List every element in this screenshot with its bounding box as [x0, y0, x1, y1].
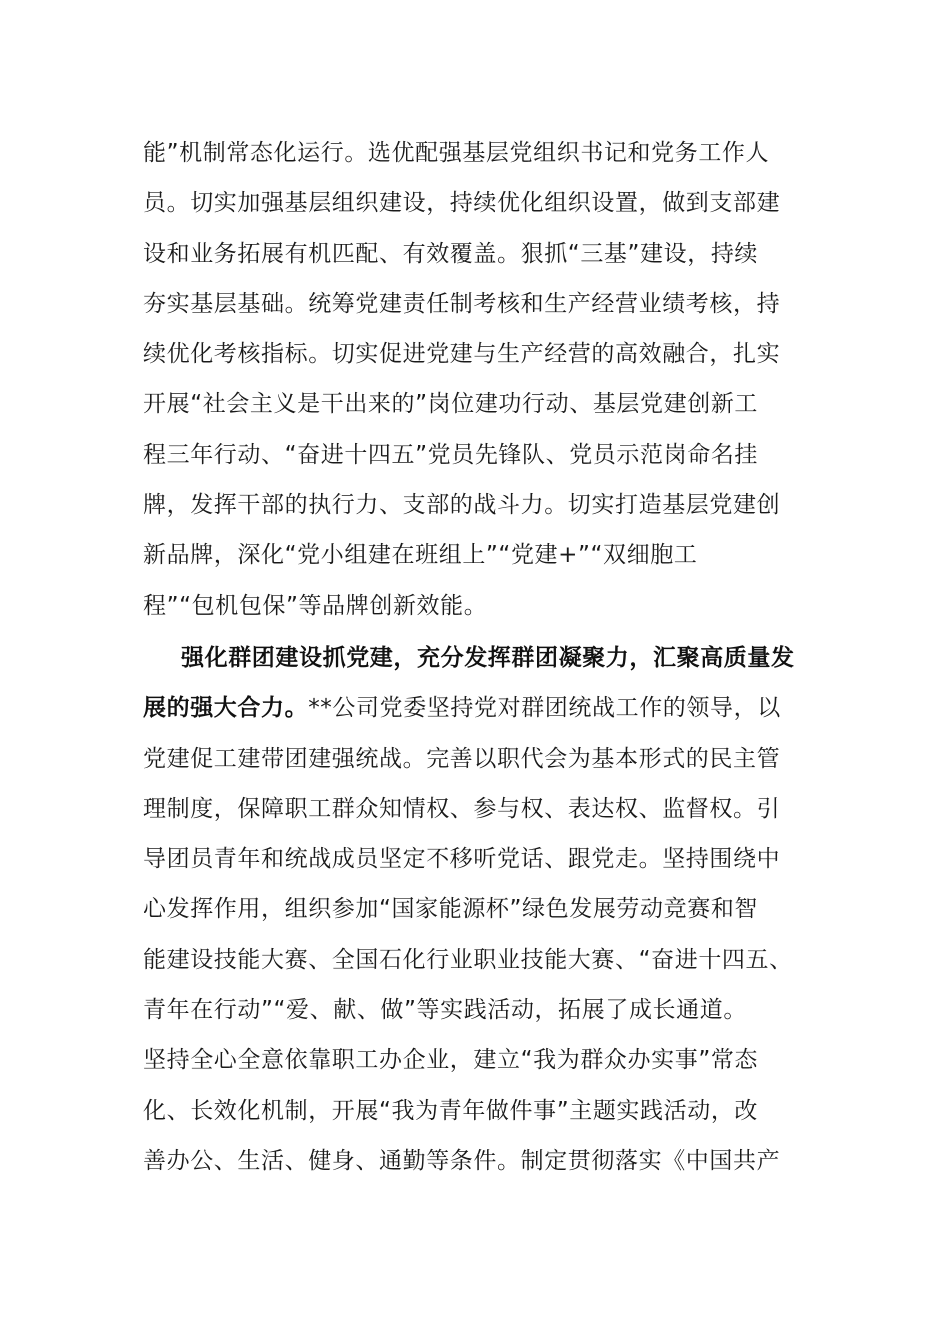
paragraph-line: 坚持全心全意依靠职工办企业，建立“我为群众办实事”常态 [143, 1047, 759, 1074]
paragraph-mass-organizations [143, 633, 823, 1186]
paragraph-line: 能”机制常态化运行。选优配强基层党组织书记和党务工作人 [143, 140, 770, 166]
paragraph-line: 青年在行动”“爱、献、做”等实践活动，拓展了成长通道。 [143, 997, 747, 1024]
paragraph-line: 党建促工建带团建强统战。完善以职代会为基本形式的民主管 [143, 745, 781, 772]
paragraph-line: 善办公、生活、健身、通勤等条件。制定贯彻落实《中国共产 [143, 1147, 781, 1174]
paragraph-line: 续优化考核指标。切实促进党建与生产经营的高效融合，扎实 [143, 341, 781, 368]
paragraph-line: 员。切实加强基层组织建设，持续优化组织设置，做到支部建 [143, 190, 781, 217]
paragraph-line: 夯实基层基础。统筹党建责任制考核和生产经营业绩考核，持 [143, 290, 781, 317]
paragraph-line: 程三年行动、“奋进十四五”党员先锋队、党员示范岗命名挂 [143, 441, 759, 468]
paragraph-line [143, 683, 823, 733]
section-heading-end: 展的强大合力。 [143, 695, 309, 722]
paragraph-line: 程”“包机包保”等品牌创新效能。 [143, 592, 488, 619]
paragraph-line: 新品牌，深化“党小组建在班组上”“党建+”“双细胞工 [143, 542, 698, 569]
paragraph-line: 能建设技能大赛、全国石化行业职业技能大赛、“奋进十四五、 [143, 946, 793, 973]
paragraph-line: 心发挥作用，组织参加“国家能源杯”绿色发展劳动竞赛和智 [143, 896, 759, 923]
paragraph-line-rest: **公司党委坚持党对群团统战工作的领导，以 [308, 695, 781, 722]
paragraph-line: 开展“社会主义是干出来的”岗位建功行动、基层党建创新工 [143, 391, 759, 418]
paragraph-line: 导团员青年和统战成员坚定不移听党话、跟党走。坚持围绕中 [143, 846, 781, 873]
paragraph-line: 化、长效化机制，开展“我为青年做件事”主题实践活动，改 [143, 1097, 759, 1124]
paragraph-line: 设和业务拓展有机匹配、有效覆盖。狠抓“三基”建设，持续 [143, 240, 759, 267]
section-heading-line: 强化群团建设抓党建，充分发挥群团凝聚力，汇聚高质量发 [181, 645, 795, 671]
paragraph-line: 理制度，保障职工群众知情权、参与权、表达权、监督权。引 [143, 795, 781, 822]
paragraph-party-organization [143, 128, 823, 631]
paragraph-line: 牌，发挥干部的执行力、支部的战斗力。切实打造基层党建创 [143, 492, 781, 519]
